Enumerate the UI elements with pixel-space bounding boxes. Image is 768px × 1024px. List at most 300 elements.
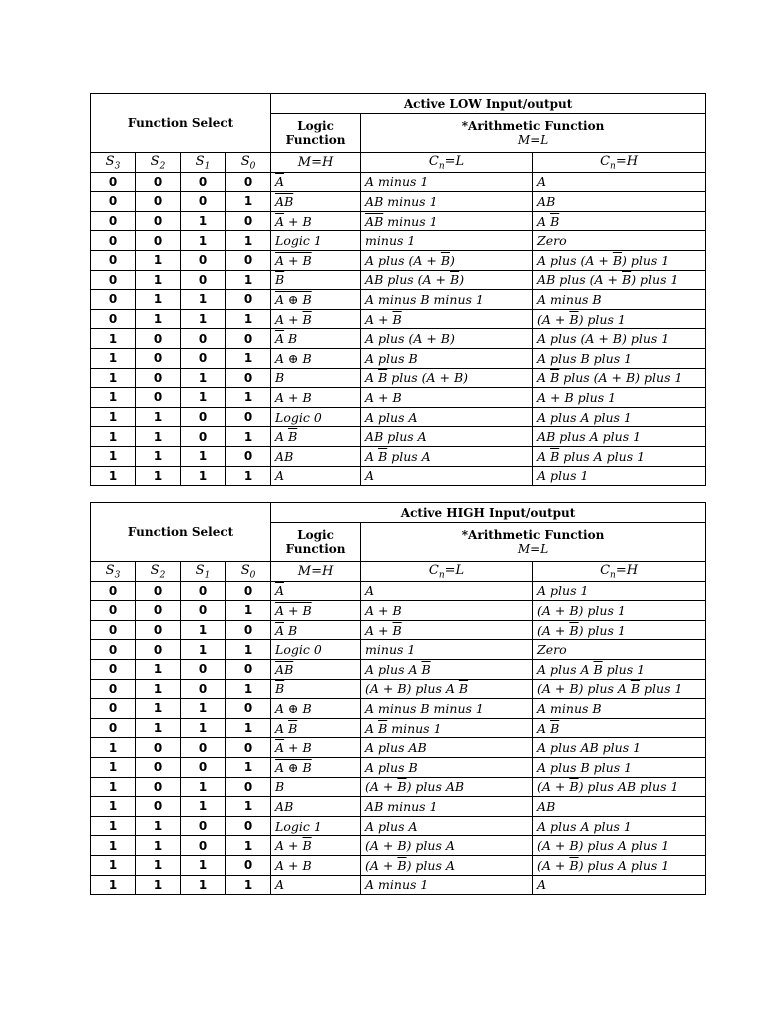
select-bit-s1: 0	[181, 329, 226, 349]
carry-low-cell: A plus (A + B)	[361, 329, 533, 349]
carry-high-header: $C_n=H$	[533, 153, 706, 173]
logic-function-cell: B	[271, 777, 361, 797]
select-bit-s3: 1	[91, 875, 136, 895]
select-bit-s1: 0	[181, 738, 226, 758]
select-bit-s2: 1	[136, 407, 181, 427]
select-bit-s1: 0	[181, 348, 226, 368]
table-row	[91, 446, 706, 466]
complement-term: $\overline{B}$	[397, 779, 407, 795]
select-bit-s2: 1	[136, 875, 181, 895]
select-s1-header: $S_1$	[181, 153, 226, 173]
carry-low-cell: A $\overline{B}$ plus A	[361, 446, 533, 466]
logic-function-cell	[271, 290, 361, 310]
complement-term: $\overline{B}$	[550, 370, 560, 386]
select-bit-s3: 0	[91, 211, 136, 231]
select-bit-s1: 1	[181, 466, 226, 486]
logic-function-cell	[271, 757, 361, 777]
select-bit-s2: 0	[136, 640, 181, 660]
carry-low-cell: AB minus 1	[361, 192, 533, 212]
select-bit-s3: 1	[91, 738, 136, 758]
select-bit-s0: 0	[226, 368, 271, 388]
complement-term: A ⊕ B	[275, 759, 312, 775]
logic-mode-header: M=H	[271, 153, 361, 173]
select-bit-s1: 0	[181, 427, 226, 447]
select-bit-s1: 0	[181, 250, 226, 270]
complement-term: $\overline{A}$	[275, 174, 285, 190]
select-bit-s2: 0	[136, 348, 181, 368]
complement-term: $\overline{B}$	[550, 448, 560, 464]
table-row	[91, 699, 706, 719]
logic-function-cell: A ⊕ B	[271, 699, 361, 719]
logic-function-cell: Logic 1	[271, 816, 361, 836]
carry-high-cell: A minus B	[533, 290, 706, 310]
carry-high-cell: $(A + \overline{B})$ plus AB plus 1	[533, 777, 706, 797]
carry-high-cell: A $\overline{B}$	[533, 718, 706, 738]
select-bit-s1: 0	[181, 407, 226, 427]
select-bit-s1: 1	[181, 875, 226, 895]
select-bit-s2: 1	[136, 659, 181, 679]
table-row	[91, 659, 706, 679]
select-bit-s3: 1	[91, 446, 136, 466]
select-bit-s2: 0	[136, 368, 181, 388]
select-bit-s1: 0	[181, 601, 226, 621]
carry-low-cell: A	[361, 466, 533, 486]
select-bit-s2: 0	[136, 620, 181, 640]
carry-low-cell: AB plus A	[361, 427, 533, 447]
select-bit-s3: 0	[91, 290, 136, 310]
carry-low-cell: A minus 1	[361, 172, 533, 192]
arithmetic-function-header	[361, 523, 706, 562]
complement-term: $\overline{B}$	[378, 370, 388, 386]
select-bit-s3: 1	[91, 348, 136, 368]
select-bit-s0: 1	[226, 757, 271, 777]
select-bit-s3: 0	[91, 620, 136, 640]
select-bit-s0: 1	[226, 427, 271, 447]
select-bit-s0: 0	[226, 816, 271, 836]
table-row	[91, 875, 706, 895]
carry-high-cell: A plus A $\overline{B}$ plus 1	[533, 659, 706, 679]
complement-term: $\overline{B}$	[275, 681, 285, 697]
select-bit-s2: 0	[136, 601, 181, 621]
complement-term: $\overline{B}$	[288, 720, 298, 736]
select-bit-s3: 1	[91, 329, 136, 349]
carry-low-cell: A minus B minus 1	[361, 699, 533, 719]
complement-term: $\overline{B}$	[550, 720, 560, 736]
select-bit-s0: 1	[226, 601, 271, 621]
select-bit-s3: 0	[91, 718, 136, 738]
select-bit-s3: 0	[91, 699, 136, 719]
select-bit-s1: 1	[181, 699, 226, 719]
complement-term: A ⊕ B	[275, 291, 312, 307]
complement-term: $\overline{B}$	[458, 681, 469, 697]
select-bit-s1: 1	[181, 718, 226, 738]
select-bit-s2: 1	[136, 250, 181, 270]
complement-term: $\overline{B}$	[550, 213, 560, 229]
table-row	[91, 231, 706, 251]
select-bit-s0: 0	[226, 581, 271, 601]
complement-term: $\overline{AB}$	[275, 661, 294, 677]
select-bit-s3: 1	[91, 836, 136, 856]
complement-term: $\overline{B}$	[302, 311, 312, 327]
complement-term: $\overline{B}$	[288, 429, 298, 445]
logic-function-cell: $\overline{A} + B$	[271, 211, 361, 231]
select-bit-s1: 1	[181, 368, 226, 388]
logic-function-cell: Logic 1	[271, 231, 361, 251]
carry-high-cell: A plus 1	[533, 581, 706, 601]
select-s2-header: $S_2$	[136, 562, 181, 582]
logic-function-cell	[271, 270, 361, 290]
complement-term: A + B	[275, 252, 312, 268]
logic-header-line2: Function	[285, 133, 346, 147]
logic-function-header	[271, 523, 361, 562]
arithmetic-function-header	[361, 114, 706, 153]
select-bit-s1: 0	[181, 816, 226, 836]
logic-mode-header: M=H	[271, 562, 361, 582]
table-row	[91, 388, 706, 408]
complement-term: $\overline{A}$	[275, 213, 285, 229]
carry-low-cell: A plus B	[361, 348, 533, 368]
select-bit-s3: 1	[91, 777, 136, 797]
table-row	[91, 640, 706, 660]
select-bit-s0: 0	[226, 738, 271, 758]
select-bit-s2: 0	[136, 777, 181, 797]
carry-low-cell: $\overline{AB}$ minus 1	[361, 211, 533, 231]
complement-term: $\overline{B}$	[378, 448, 388, 464]
select-bit-s2: 1	[136, 466, 181, 486]
select-bit-s0: 0	[226, 620, 271, 640]
select-bit-s1: 0	[181, 757, 226, 777]
carry-high-cell: AB	[533, 192, 706, 212]
table-row	[91, 855, 706, 875]
select-bit-s1: 0	[181, 679, 226, 699]
carry-high-cell: A + B plus 1	[533, 388, 706, 408]
complement-term: $\overline{B}$	[612, 252, 622, 268]
select-s3-header: $S_3$	[91, 153, 136, 173]
logic-function-cell: A	[271, 466, 361, 486]
complement-term: $\overline{B}$	[421, 661, 431, 677]
table-row	[91, 329, 706, 349]
carry-low-cell: A $\overline{B}$ minus 1	[361, 718, 533, 738]
arith-header-line1: *Arithmetic Function	[461, 119, 605, 133]
select-bit-s2: 0	[136, 738, 181, 758]
select-bit-s3: 0	[91, 679, 136, 699]
select-bit-s1: 1	[181, 620, 226, 640]
arith-header-line2: M=L	[517, 133, 549, 147]
carry-low-cell: $A + \overline{B}$	[361, 620, 533, 640]
table-row	[91, 250, 706, 270]
carry-high-cell: A plus B plus 1	[533, 757, 706, 777]
complement-term: $\overline{A}$	[275, 622, 285, 638]
carry-high-cell: A $\overline{B}$ plus A plus 1	[533, 446, 706, 466]
logic-function-cell: $\overline{A}$ B	[271, 329, 361, 349]
carry-high-cell: A plus A plus 1	[533, 407, 706, 427]
select-bit-s0: 0	[226, 211, 271, 231]
function-select-header: Function Select	[91, 94, 271, 153]
select-bit-s0: 0	[226, 172, 271, 192]
select-bit-s1: 1	[181, 797, 226, 817]
select-bit-s3: 1	[91, 855, 136, 875]
select-bit-s0: 1	[226, 309, 271, 329]
complement-term: A + B	[275, 602, 312, 618]
logic-header-line2: Function	[285, 542, 346, 556]
carry-high-cell: A plus (A + B) plus 1	[533, 329, 706, 349]
select-bit-s2: 1	[136, 836, 181, 856]
select-bit-s0: 0	[226, 290, 271, 310]
logic-function-cell: AB	[271, 797, 361, 817]
select-bit-s0: 0	[226, 250, 271, 270]
table-row	[91, 757, 706, 777]
select-bit-s0: 0	[226, 446, 271, 466]
select-bit-s0: 0	[226, 699, 271, 719]
carry-low-cell: A minus 1	[361, 875, 533, 895]
select-bit-s1: 1	[181, 446, 226, 466]
select-bit-s2: 1	[136, 699, 181, 719]
carry-high-header: $C_n=H$	[533, 562, 706, 582]
table-row	[91, 270, 706, 290]
select-bit-s3: 1	[91, 466, 136, 486]
select-bit-s1: 1	[181, 211, 226, 231]
complement-term: $\overline{B}$	[378, 720, 388, 736]
complement-term: $\overline{B}$	[302, 838, 312, 854]
complement-term: $\overline{B}$	[593, 661, 603, 677]
logic-function-cell	[271, 581, 361, 601]
carry-high-cell: AB plus A plus 1	[533, 427, 706, 447]
table-row	[91, 601, 706, 621]
table-row	[91, 816, 706, 836]
select-s0-header: $S_0$	[226, 562, 271, 582]
select-bit-s1: 1	[181, 290, 226, 310]
select-bit-s1: 1	[181, 777, 226, 797]
carry-high-cell: A plus $(A + \overline{B})$ plus 1	[533, 250, 706, 270]
complement-term: $\overline{B}$	[392, 311, 402, 327]
logic-function-cell	[271, 172, 361, 192]
table-row	[91, 679, 706, 699]
select-bit-s0: 0	[226, 329, 271, 349]
carry-high-cell: AB plus $(A + \overline{B})$ plus 1	[533, 270, 706, 290]
select-bit-s3: 1	[91, 368, 136, 388]
logic-function-cell: A $\overline{B}$	[271, 718, 361, 738]
select-bit-s3: 0	[91, 231, 136, 251]
logic-function-cell: AB	[271, 446, 361, 466]
carry-low-cell: A plus $(A + \overline{B})$	[361, 250, 533, 270]
carry-high-cell: Zero	[533, 640, 706, 660]
select-bit-s2: 0	[136, 231, 181, 251]
select-bit-s3: 1	[91, 427, 136, 447]
select-bit-s3: 0	[91, 172, 136, 192]
logic-function-cell: A + B	[271, 388, 361, 408]
select-bit-s0: 1	[226, 348, 271, 368]
table-row	[91, 777, 706, 797]
select-bit-s1: 1	[181, 231, 226, 251]
select-bit-s0: 0	[226, 855, 271, 875]
select-s2-header: $S_2$	[136, 153, 181, 173]
complement-term: $\overline{B}$	[569, 857, 579, 873]
table-title: Active HIGH Input/output	[271, 503, 706, 523]
logic-function-header	[271, 114, 361, 153]
carry-low-cell: AB plus $(A + \overline{B})$	[361, 270, 533, 290]
table-row	[91, 172, 706, 192]
carry-low-cell: (A + B) plus A $\overline{B}$	[361, 679, 533, 699]
carry-low-cell: $A + \overline{B}$	[361, 309, 533, 329]
table-row	[91, 290, 706, 310]
carry-high-cell: A $\overline{B}$ plus (A + B) plus 1	[533, 368, 706, 388]
select-bit-s1: 0	[181, 270, 226, 290]
select-bit-s2: 0	[136, 388, 181, 408]
select-bit-s2: 0	[136, 797, 181, 817]
select-bit-s0: 1	[226, 640, 271, 660]
select-bit-s0: 1	[226, 231, 271, 251]
select-bit-s3: 0	[91, 659, 136, 679]
select-bit-s1: 0	[181, 836, 226, 856]
carry-low-cell: minus 1	[361, 231, 533, 251]
select-bit-s2: 1	[136, 718, 181, 738]
carry-high-cell: A $\overline{B}$	[533, 211, 706, 231]
complement-term: $\overline{B}$	[275, 272, 285, 288]
select-bit-s0: 0	[226, 777, 271, 797]
function-select-header: Function Select	[91, 503, 271, 562]
carry-low-cell: A minus B minus 1	[361, 290, 533, 310]
select-bit-s2: 0	[136, 757, 181, 777]
table-row	[91, 718, 706, 738]
carry-low-header: $C_n=L$	[361, 153, 533, 173]
select-bit-s3: 0	[91, 192, 136, 212]
carry-low-cell: minus 1	[361, 640, 533, 660]
logic-function-cell: A	[271, 875, 361, 895]
logic-function-cell	[271, 601, 361, 621]
table-row	[91, 738, 706, 758]
complement-term: $\overline{B}$	[630, 681, 641, 697]
logic-function-cell: $\overline{A} + B$	[271, 738, 361, 758]
carry-low-cell: A plus AB	[361, 738, 533, 758]
table-row	[91, 466, 706, 486]
table-row	[91, 407, 706, 427]
select-bit-s1: 1	[181, 855, 226, 875]
table-row	[91, 427, 706, 447]
select-bit-s3: 0	[91, 270, 136, 290]
select-bit-s2: 1	[136, 427, 181, 447]
select-bit-s3: 1	[91, 388, 136, 408]
select-bit-s0: 0	[226, 659, 271, 679]
select-s1-header: $S_1$	[181, 562, 226, 582]
logic-function-cell: B	[271, 368, 361, 388]
logic-function-cell	[271, 250, 361, 270]
select-bit-s1: 1	[181, 309, 226, 329]
arith-header-line1: *Arithmetic Function	[461, 528, 605, 542]
carry-high-cell: Zero	[533, 231, 706, 251]
select-bit-s2: 1	[136, 816, 181, 836]
complement-term: $\overline{B}$	[569, 779, 579, 795]
carry-low-cell: A plus B	[361, 757, 533, 777]
select-bit-s1: 0	[181, 581, 226, 601]
complement-term: $\overline{B}$	[450, 272, 460, 288]
select-bit-s1: 0	[181, 659, 226, 679]
select-bit-s3: 1	[91, 797, 136, 817]
select-bit-s2: 1	[136, 309, 181, 329]
carry-low-cell: A plus A	[361, 816, 533, 836]
complement-term: $\overline{A}$	[275, 740, 285, 756]
carry-low-cell: $(A + \overline{B})$ plus A	[361, 855, 533, 875]
complement-term: $\overline{AB}$	[275, 193, 294, 209]
select-bit-s3: 0	[91, 309, 136, 329]
logic-function-cell: $A + \overline{B}$	[271, 309, 361, 329]
select-bit-s2: 0	[136, 329, 181, 349]
select-bit-s2: 0	[136, 172, 181, 192]
select-s3-header: $S_3$	[91, 562, 136, 582]
logic-function-cell: $A + \overline{B}$	[271, 836, 361, 856]
table-row	[91, 348, 706, 368]
carry-low-cell: A plus A $\overline{B}$	[361, 659, 533, 679]
carry-high-cell: AB	[533, 797, 706, 817]
logic-function-cell	[271, 679, 361, 699]
select-bit-s0: 1	[226, 679, 271, 699]
carry-high-cell: A plus AB plus 1	[533, 738, 706, 758]
carry-high-cell: A minus B	[533, 699, 706, 719]
carry-high-cell: $(A + \overline{B})$ plus 1	[533, 620, 706, 640]
logic-function-cell: Logic 0	[271, 407, 361, 427]
select-bit-s0: 1	[226, 836, 271, 856]
select-bit-s2: 1	[136, 855, 181, 875]
table-row	[91, 211, 706, 231]
select-bit-s3: 0	[91, 581, 136, 601]
carry-low-cell: A + B	[361, 388, 533, 408]
complement-term: $\overline{B}$	[622, 272, 632, 288]
table-row	[91, 368, 706, 388]
complement-term: $\overline{B}$	[440, 252, 450, 268]
select-bit-s3: 0	[91, 250, 136, 270]
complement-term: $\overline{B}$	[569, 311, 579, 327]
carry-low-cell: A $\overline{B}$ plus (A + B)	[361, 368, 533, 388]
carry-high-cell: $(A + \overline{B})$ plus 1	[533, 309, 706, 329]
select-bit-s2: 1	[136, 446, 181, 466]
select-bit-s0: 1	[226, 270, 271, 290]
table-row	[91, 620, 706, 640]
table-row	[91, 309, 706, 329]
complement-term: $\overline{A}$	[275, 331, 285, 347]
active-low-table	[90, 93, 706, 486]
carry-low-cell: AB minus 1	[361, 797, 533, 817]
logic-function-cell: A $\overline{B}$	[271, 427, 361, 447]
select-bit-s3: 0	[91, 601, 136, 621]
complement-term: $\overline{A}$	[275, 583, 285, 599]
table-row	[91, 797, 706, 817]
carry-high-cell: A	[533, 172, 706, 192]
select-bit-s3: 0	[91, 640, 136, 660]
select-bit-s2: 0	[136, 211, 181, 231]
carry-low-cell: (A + B) plus A	[361, 836, 533, 856]
select-bit-s3: 1	[91, 757, 136, 777]
table-row	[91, 836, 706, 856]
select-bit-s2: 0	[136, 581, 181, 601]
carry-high-cell: (A + B) plus A plus 1	[533, 836, 706, 856]
select-bit-s0: 1	[226, 388, 271, 408]
select-bit-s2: 1	[136, 290, 181, 310]
logic-function-cell: A + B	[271, 855, 361, 875]
logic-function-cell: A ⊕ B	[271, 348, 361, 368]
carry-high-cell: A plus B plus 1	[533, 348, 706, 368]
carry-low-cell: A plus A	[361, 407, 533, 427]
select-bit-s0: 1	[226, 466, 271, 486]
logic-function-cell	[271, 659, 361, 679]
select-bit-s2: 1	[136, 270, 181, 290]
carry-high-cell: A	[533, 875, 706, 895]
logic-header-line1: Logic	[297, 528, 334, 542]
table-title: Active LOW Input/output	[271, 94, 706, 114]
select-bit-s1: 0	[181, 172, 226, 192]
logic-function-cell: $\overline{A}$ B	[271, 620, 361, 640]
complement-term: $\overline{B}$	[392, 622, 402, 638]
table-row	[91, 192, 706, 212]
select-bit-s1: 0	[181, 192, 226, 212]
